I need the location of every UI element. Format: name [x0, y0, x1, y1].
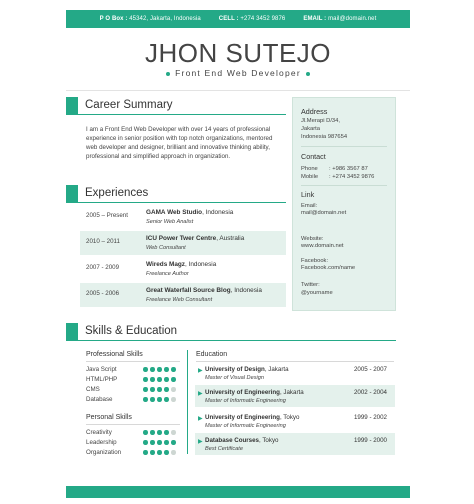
experience-dates: 2010 – 2011 [86, 238, 120, 245]
education-degree: Master of Informatic Engineering [205, 423, 286, 429]
twitter-link[interactable]: @yourname [301, 290, 333, 296]
rating-dot-icon [171, 387, 176, 392]
experience-position: Senior Web Analist [146, 219, 194, 225]
rating-dot-icon [150, 387, 155, 392]
education-degree: Best Certificate [205, 446, 243, 452]
section-underline [78, 114, 286, 115]
rating-dot-icon [143, 440, 148, 445]
rating-dot-icon [150, 397, 155, 402]
experiences-heading [66, 185, 286, 203]
rating-dot-icon [150, 377, 155, 382]
rating-dot-icon [171, 397, 176, 402]
address-line: Jl.Merapi D/34, [301, 118, 340, 124]
pobox-value: 45342, Jakarta, Indonesia [129, 16, 201, 22]
career-summary-title: Career Summary [85, 99, 173, 111]
phone-value: : +986 3567 87 [329, 166, 368, 172]
rating-dot-icon [143, 397, 148, 402]
bullet-dot-icon [306, 72, 310, 76]
facebook-label: Facebook: [301, 258, 329, 264]
person-name: JHON SUTEJO [144, 38, 332, 68]
experience-item [80, 231, 286, 255]
contact-title: Contact [301, 152, 326, 161]
skill-name: Database [86, 396, 113, 403]
pobox-label: P O Box : [99, 16, 128, 22]
rating-dot-icon [150, 430, 155, 435]
rating-dot-icon [164, 367, 169, 372]
contact-bar [66, 10, 410, 28]
rating-dot-icon [157, 430, 162, 435]
experience-company: GAMA Web Studio, Indonesia [146, 209, 234, 216]
rating-dot-icon [164, 440, 169, 445]
rating-dot-icon [171, 440, 176, 445]
person-role [66, 68, 410, 78]
sidebar-divider [301, 185, 387, 186]
triangle-bullet-icon: ▶ [198, 416, 203, 422]
contact-sidebar [292, 97, 396, 311]
education-school: University of Engineering, Jakarta [205, 389, 304, 396]
skills-education-heading [66, 323, 396, 341]
skill-rating [143, 377, 176, 382]
section-underline [78, 202, 286, 203]
rating-dot-icon [143, 377, 148, 382]
skill-name: Organization [86, 449, 122, 456]
subsection-underline [86, 424, 180, 425]
education-item [195, 362, 395, 384]
role-text: Front End Web Developer [175, 68, 301, 78]
skill-rating [143, 397, 176, 402]
experience-position: Freelance Author [146, 271, 189, 277]
professional-skills-title: Professional Skills [86, 351, 143, 358]
sidebar-divider [301, 146, 387, 147]
skills-education-title: Skills & Education [85, 325, 178, 337]
experience-company: ICU Power Twer Centre, Australia [146, 235, 245, 242]
triangle-bullet-icon: ▶ [198, 439, 203, 445]
rating-dot-icon [157, 377, 162, 382]
rating-dot-icon [157, 367, 162, 372]
email-link[interactable]: mail@domain.net [301, 210, 347, 216]
subsection-underline [86, 361, 180, 362]
education-degree: Master of Informatic Engineering [205, 398, 286, 404]
skill-rating [143, 387, 176, 392]
rating-dot-icon [143, 367, 148, 372]
skill-name: Leadership [86, 439, 117, 446]
mobile-value: : +274 3452 9876 [329, 174, 375, 180]
skill-rating [143, 450, 176, 455]
skill-name: HTML/PHP [86, 376, 118, 383]
rating-dot-icon [171, 367, 176, 372]
experience-position: Web Consultant [146, 245, 186, 251]
rating-dot-icon [164, 377, 169, 382]
experience-dates: 2005 - 2006 [86, 290, 120, 297]
cell-label: CELL : [218, 16, 239, 22]
rating-dot-icon [164, 387, 169, 392]
career-summary-text: I am a Front End Web Developer with over 14 years of professional experience in senior position with top notch organizations, mentored web developer and designer, brilliant and innovative thinking ability, professional and simplified approach in organization. [86, 126, 273, 160]
triangle-bullet-icon: ▶ [198, 368, 203, 374]
mobile-label: Mobile [301, 174, 319, 180]
rating-dot-icon [150, 450, 155, 455]
education-title: Education [196, 351, 228, 358]
rating-dot-icon [143, 450, 148, 455]
skill-rating [143, 367, 176, 372]
education-school: Database Courses, Tokyo [205, 437, 279, 444]
skill-name: CMS [86, 386, 100, 393]
experience-dates: 2007 - 2009 [86, 264, 120, 271]
rating-dot-icon [164, 450, 169, 455]
experience-item [80, 283, 286, 307]
education-degree: Master of Visual Design [205, 375, 264, 381]
education-school: University of Design, Jakarta [205, 366, 289, 373]
address-line: Indonesia 987654 [301, 134, 348, 140]
skill-rating [143, 430, 176, 435]
skill-rating [143, 440, 176, 445]
experiences-title: Experiences [85, 187, 149, 199]
triangle-bullet-icon: ▶ [198, 391, 203, 397]
skill-name: Java Script [86, 366, 117, 373]
rating-dot-icon [150, 367, 155, 372]
experience-dates: 2005 – Present [86, 212, 128, 219]
rating-dot-icon [150, 440, 155, 445]
email-label: Email: [301, 203, 318, 209]
rating-dot-icon [157, 397, 162, 402]
address-line: Jakarta [301, 126, 321, 132]
rating-dot-icon [143, 387, 148, 392]
education-years: 1999 - 2002 [353, 414, 387, 421]
section-underline [78, 340, 396, 341]
experience-company: Wireds Magz, Indonesia [146, 261, 217, 268]
rating-dot-icon [157, 387, 162, 392]
education-school: University of Engineering, Tokyo [205, 414, 300, 421]
education-item [195, 385, 395, 407]
footer-bar [66, 486, 410, 498]
experience-item [80, 205, 286, 229]
experience-item [80, 257, 286, 281]
education-item [195, 433, 395, 455]
rating-dot-icon [157, 440, 162, 445]
education-years: 2002 - 2004 [353, 389, 387, 396]
rating-dot-icon [171, 430, 176, 435]
personal-skills-title: Personal Skills [86, 414, 132, 421]
experience-company: Great Waterfall Source Blog, Indonesia [146, 287, 262, 294]
facebook-link[interactable]: Facebook.com/name [301, 265, 356, 271]
website-label: Website: [301, 236, 324, 242]
skill-name: Creativity [86, 429, 112, 436]
bullet-dot-icon [166, 72, 170, 76]
education-years: 2005 - 2007 [353, 366, 387, 373]
twitter-label: Twitter: [301, 282, 320, 288]
rating-dot-icon [157, 450, 162, 455]
section-marker [66, 185, 78, 203]
email-value: mail@domain.net [328, 16, 377, 22]
website-link[interactable]: www.domain.net [301, 243, 344, 249]
rating-dot-icon [164, 397, 169, 402]
experience-position: Freelance Web Consultant [146, 297, 213, 303]
header-divider [66, 90, 410, 91]
link-title: Link [301, 190, 315, 199]
phone-label: Phone [301, 166, 318, 172]
rating-dot-icon [164, 430, 169, 435]
email-label: EMAIL : [303, 16, 327, 22]
rating-dot-icon [143, 430, 148, 435]
education-years: 1999 - 2000 [353, 437, 387, 444]
cell-value: +274 3452 9876 [240, 16, 286, 22]
section-marker [66, 323, 78, 341]
column-divider [187, 350, 188, 454]
section-marker [66, 97, 78, 115]
rating-dot-icon [171, 450, 176, 455]
education-item [195, 410, 395, 432]
career-summary-heading [66, 97, 286, 115]
rating-dot-icon [171, 377, 176, 382]
address-title: Address [301, 107, 328, 116]
